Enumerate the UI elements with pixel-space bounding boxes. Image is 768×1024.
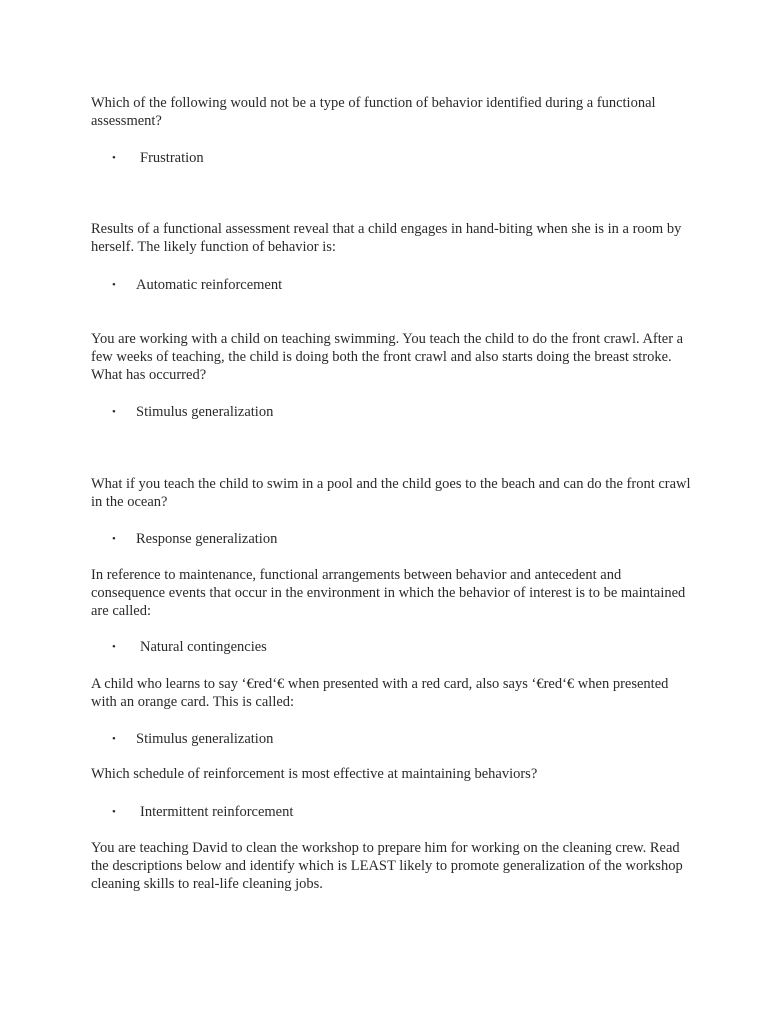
question-8: You are teaching David to clean the workshop to prepare him for working on the cleaning crew. Read the descriptions below and identify which is LEAST likely to promote generalization of the workshop cleaning skills to real-life cleaning jobs. bbox=[91, 840, 683, 892]
answer-1 bbox=[112, 149, 204, 167]
bullet-icon: • bbox=[112, 733, 116, 745]
answer-3-text: Stimulus generalization bbox=[136, 404, 274, 420]
question-1: Which of the following would not be a type of function of behavior identified during a functional assessment? bbox=[91, 95, 656, 129]
bullet-icon: • bbox=[112, 806, 116, 818]
question-5: In reference to maintenance, functional arrangements between behavior and antecedent and consequence events that occur in the environment in which the behavior of interest is to be maintained are called: bbox=[91, 567, 686, 619]
question-7: Which schedule of reinforcement is most effective at maintaining behaviors? bbox=[91, 766, 538, 782]
bullet-icon: • bbox=[112, 406, 116, 418]
question-3: You are working with a child on teaching swimming. You teach the child to do the front crawl. After a few weeks of teaching, the child is doing both the front crawl and also starts doing the breast stroke. What has occurred? bbox=[91, 331, 684, 383]
answer-2-text: Automatic reinforcement bbox=[136, 277, 283, 293]
answer-2 bbox=[112, 276, 282, 294]
answer-3 bbox=[112, 403, 273, 421]
answer-6 bbox=[112, 730, 273, 748]
answer-4 bbox=[112, 530, 277, 548]
question-2: Results of a functional assessment reveal that a child engages in hand-biting when she is in a room by herself. The likely function of behavior is: bbox=[91, 221, 682, 255]
question-6: A child who learns to say ‘€red‘€ when presented with a red card, also says ‘€red‘€ when presented with an orange card. This is called: bbox=[91, 676, 669, 710]
answer-6-text: Stimulus generalization bbox=[136, 731, 274, 747]
answer-4-text: Response generalization bbox=[136, 531, 278, 547]
answer-5-text: Natural contingencies bbox=[140, 639, 267, 655]
answer-7 bbox=[112, 803, 293, 821]
bullet-icon: • bbox=[112, 279, 116, 291]
bullet-icon: • bbox=[112, 533, 116, 545]
question-4: What if you teach the child to swim in a pool and the child goes to the beach and can do the front crawl in the ocean? bbox=[91, 476, 691, 510]
answer-7-text: Intermittent reinforcement bbox=[140, 804, 294, 820]
answer-1-text: Frustration bbox=[140, 150, 204, 166]
answer-5 bbox=[112, 638, 267, 656]
bullet-icon: • bbox=[112, 641, 116, 653]
bullet-icon: • bbox=[112, 152, 116, 164]
